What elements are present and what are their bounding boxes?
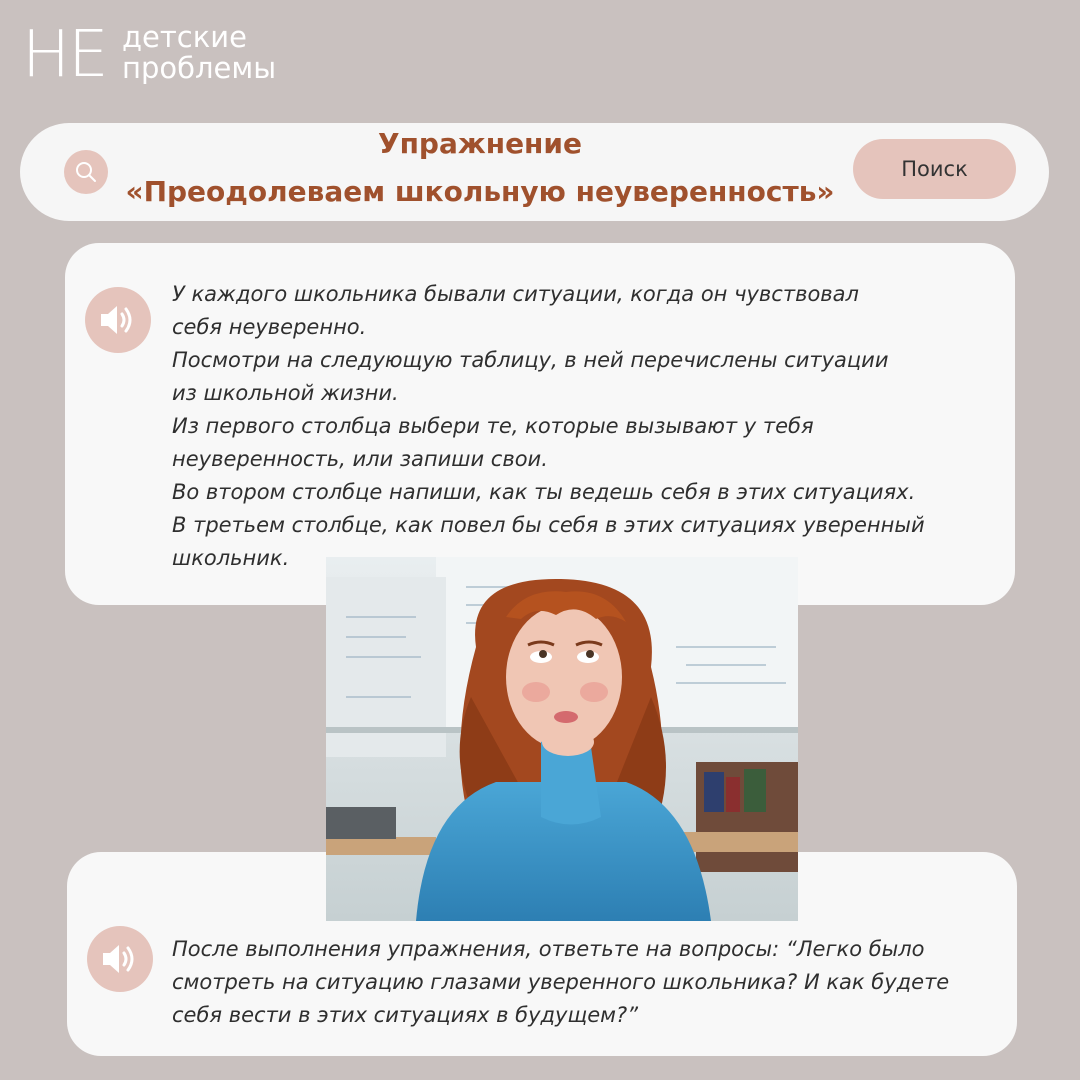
- text-line: из школьной жизни.: [172, 381, 399, 405]
- logo-line-1: детские: [122, 20, 247, 54]
- text-line: неуверенность, или запиши свои.: [172, 447, 548, 471]
- thinking-student-photo: [326, 557, 798, 921]
- text-line: Из первого столбца выбери те, которые вызывают у тебя: [172, 414, 814, 438]
- text-line: школьник.: [172, 546, 290, 570]
- photo-illustration: [326, 557, 798, 921]
- text-line: смотреть на ситуацию глазами уверенного школьника? И как будете: [172, 970, 950, 994]
- exercise-title-line-1: Упражнение: [377, 127, 583, 160]
- speaker-icon[interactable]: [85, 287, 151, 353]
- text-line: себя вести в этих ситуациях в будущем?”: [172, 1003, 639, 1027]
- search-bar: [20, 123, 1049, 221]
- text-line: Во втором столбце напиши, как ты ведешь себя в этих ситуациях.: [172, 480, 916, 504]
- text-line: себя неуверенно.: [172, 315, 367, 339]
- instruction-card: [65, 243, 1015, 605]
- logo-mark: НЕ: [22, 18, 107, 92]
- text-line: После выполнения упражнения, ответьте на вопросы: “Легко было: [172, 937, 925, 961]
- instruction-text: [172, 278, 925, 575]
- logo-text: [122, 22, 276, 84]
- search-button[interactable]: Поиск: [853, 139, 1016, 199]
- speaker-glyph: [98, 302, 138, 338]
- text-line: В третьем столбце, как повел бы себя в этих ситуациях уверенный: [172, 513, 925, 537]
- text-line: У каждого школьника бывали ситуации, когда он чувствовал: [172, 282, 859, 306]
- questions-text: [172, 933, 949, 1032]
- speaker-icon[interactable]: [87, 926, 153, 992]
- text-line: Посмотри на следующую таблицу, в ней перечислены ситуации: [172, 348, 889, 372]
- speaker-glyph: [100, 941, 140, 977]
- exercise-title-line-2: «Преодолеваем школьную неуверенность»: [125, 175, 835, 208]
- logo-line-2: проблемы: [122, 51, 277, 85]
